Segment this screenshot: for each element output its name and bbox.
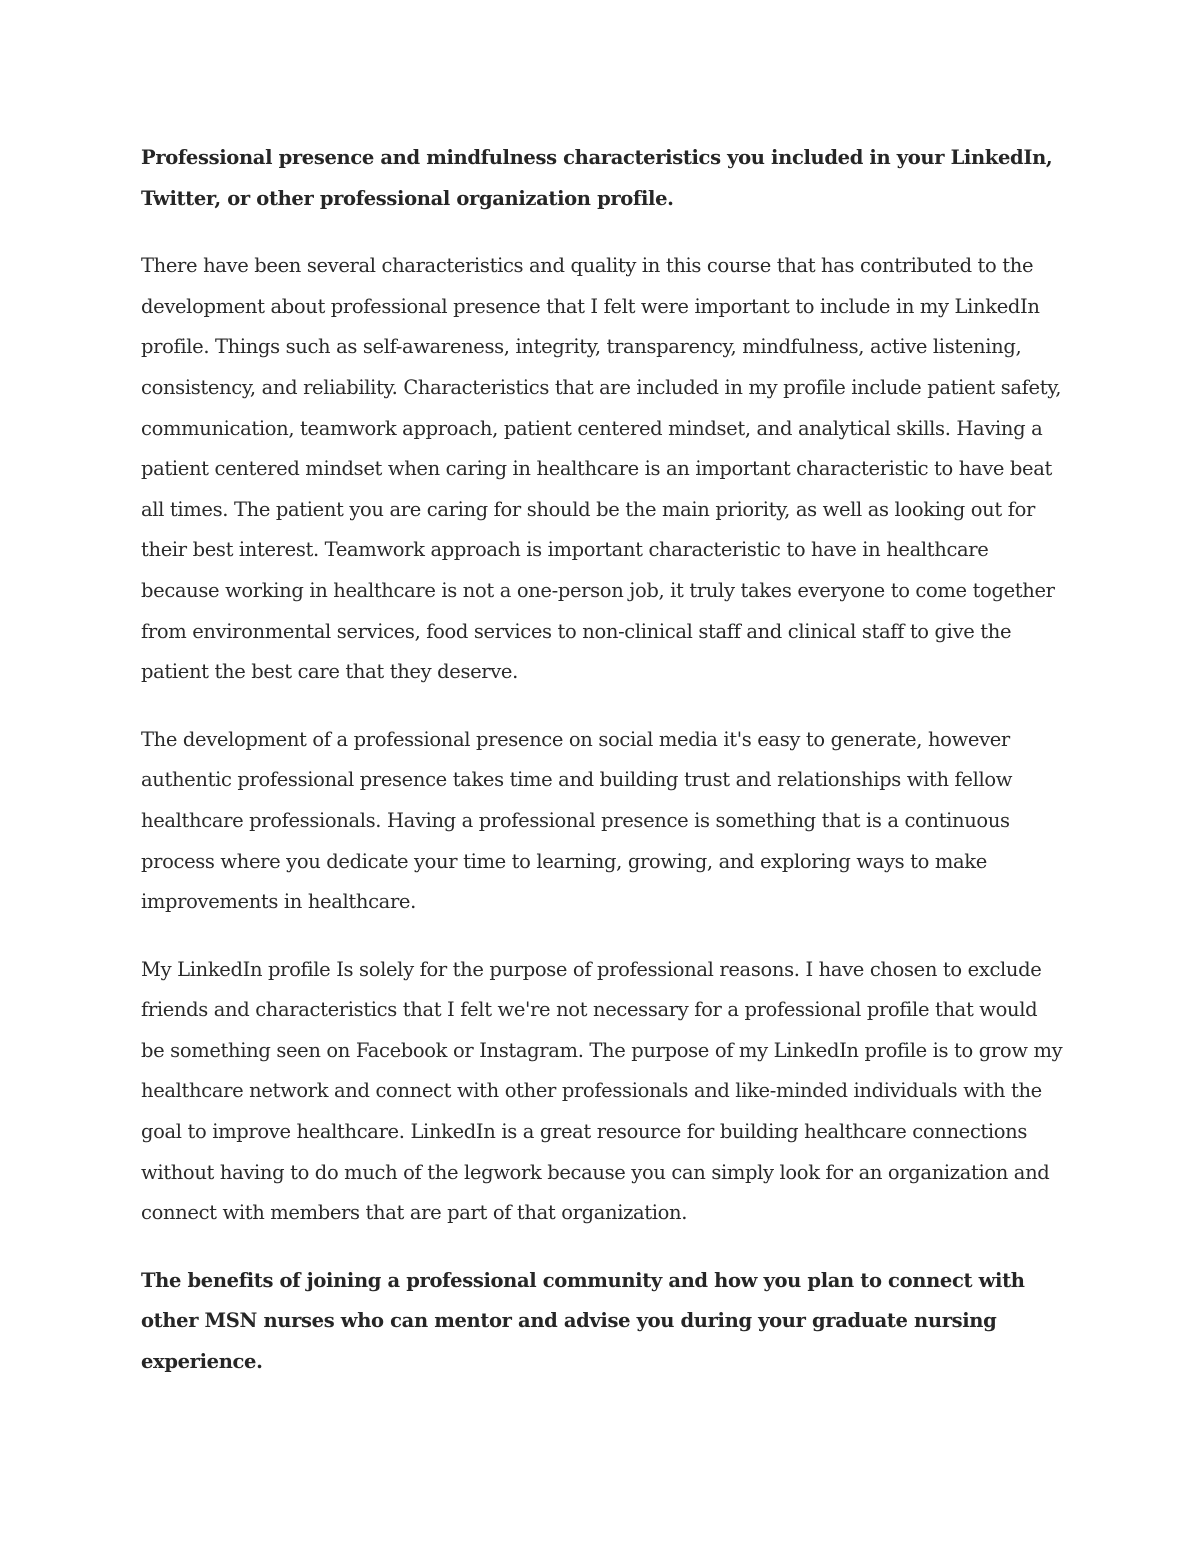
paragraph-characteristics: There have been several characteristics and quality in this course that has contributed to the development about professional presence that I felt were important to include in my LinkedIn profile. Things such as self-awareness, integrity, transparency, mindfulness, active listening, consistency, and reliability. Characteristics that are included in my profile include patient safety, communication, teamwork approach, patient centered mindset, and analytical skills. Having a patient centered mindset when caring in healthcare is an important characteristic to have beat all times. The patient you are caring for should be the main priority, as well as looking out for their best interest. Teamwork approach is important characteristic to have in healthcare because working in healthcare is not a one-person job, it truly takes everyone to come together from environmental services, food services to non-clinical staff and clinical staff to give the patient the best care that they deserve. bbox=[141, 254, 1062, 684]
section-heading-professional-presence: Professional presence and mindfulness characteristics you included in your LinkedIn, Twitter, or other professional organization profile. bbox=[141, 146, 1053, 210]
document-body bbox=[141, 138, 1066, 1410]
section-heading-professional-community: The benefits of joining a professional community and how you plan to connect with other MSN nurses who can mentor and advise you during your graduate nursing experience. bbox=[141, 1268, 1025, 1374]
paragraph-linkedin-profile: My LinkedIn profile Is solely for the purpose of professional reasons. I have chosen to exclude friends and characteristics that I felt we're not necessary for a professional profile that would be something seen on Facebook or Instagram. The purpose of my LinkedIn profile is to grow my healthcare network and connect with other professionals and like-minded individuals with the goal to improve healthcare. LinkedIn is a great resource for building healthcare connections without having to do much of the legwork because you can simply look for an organization and connect with members that are part of that organization. bbox=[141, 957, 1063, 1225]
paragraph-social-media-presence: The development of a professional presence on social media it's easy to generate, however authentic professional presence takes time and building trust and relationships with fellow healthcare professionals. Having a professional presence is something that is a continuous process where you dedicate your time to learning, growing, and exploring ways to make improvements in healthcare. bbox=[141, 727, 1013, 914]
